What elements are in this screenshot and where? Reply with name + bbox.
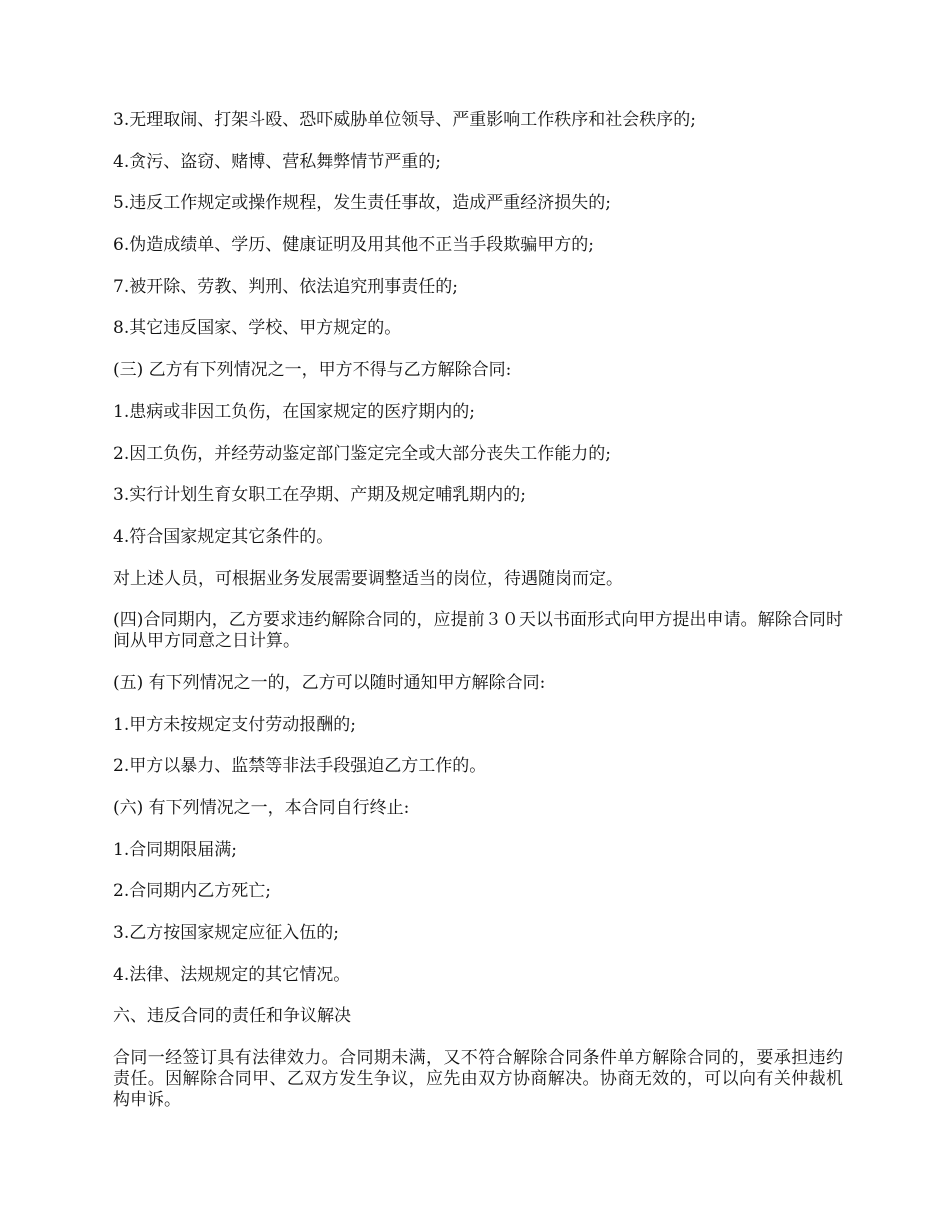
item-4-other-conditions: 4.符合国家规定其它条件的。 <box>113 526 334 547</box>
item-3-enlistment: 3.乙方按国家规定应征入伍的; <box>113 923 339 944</box>
item-2-death: 2.合同期内乙方死亡; <box>113 881 271 902</box>
note-reassignment: 对上述人员，可根据业务发展需要调整适当的岗位，待遇随岗而定。 <box>113 568 623 589</box>
clause-5-violation: 5.违反工作规定或操作规程，发生责任事故，造成严重经济损失的; <box>113 193 611 214</box>
section-6-heading: (六) 有下列情况之一，本合同自行终止: <box>113 798 410 818</box>
document-body <box>113 110 843 1132</box>
section-4-paragraph: (四)合同期内，乙方要求违约解除合同的，应提前３０天以书面形式向甲方提出申请。解除合同时间从甲方同意之日计算。 <box>113 610 843 652</box>
item-1-illness: 1.患病或非因工负伤，在国家规定的医疗期内的; <box>113 401 475 422</box>
clause-8-other: 8.其它违反国家、学校、甲方规定的。 <box>113 318 402 339</box>
clause-7-dismissal: 7.被开除、劳教、判刑、依法追究刑事责任的; <box>113 276 458 297</box>
clause-4-corruption: 4.贪污、盗窃、赌博、营私舞弊情节严重的; <box>113 151 441 172</box>
section-3-heading: (三) 乙方有下列情况之一，甲方不得与乙方解除合同: <box>113 360 512 381</box>
item-1-expiry: 1.合同期限届满; <box>113 839 237 860</box>
item-2-work-injury: 2.因工负伤，并经劳动鉴定部门鉴定完全或大部分丧失工作能力的; <box>113 443 611 464</box>
chapter-6-heading: 六、违反合同的责任和争议解决 <box>113 1006 351 1027</box>
item-2-forced-labor: 2.甲方以暴力、监禁等非法手段强迫乙方工作的。 <box>113 756 487 777</box>
item-3-maternity: 3.实行计划生育女职工在孕期、产期及规定哺乳期内的; <box>113 485 526 506</box>
clause-3-disruption: 3.无理取闹、打架斗殴、恐吓威胁单位领导、严重影响工作秩序和社会秩序的; <box>113 110 696 130</box>
liability-paragraph: 合同一经签订具有法律效力。合同期未满，又不符合解除合同条件单方解除合同的，要承担违约责任。因解除合同甲、乙双方发生争议，应先由双方协商解决。协商无效的，可以向有关仲裁机构申诉。 <box>113 1048 843 1111</box>
clause-6-forgery: 6.伪造成绩单、学历、健康证明及用其他不正当手段欺骗甲方的; <box>113 235 594 256</box>
section-5-heading: (五) 有下列情况之一的，乙方可以随时通知甲方解除合同: <box>113 672 546 693</box>
item-1-unpaid: 1.甲方未按规定支付劳动报酬的; <box>113 714 356 735</box>
item-4-legal: 4.法律、法规规定的其它情况。 <box>113 964 351 985</box>
